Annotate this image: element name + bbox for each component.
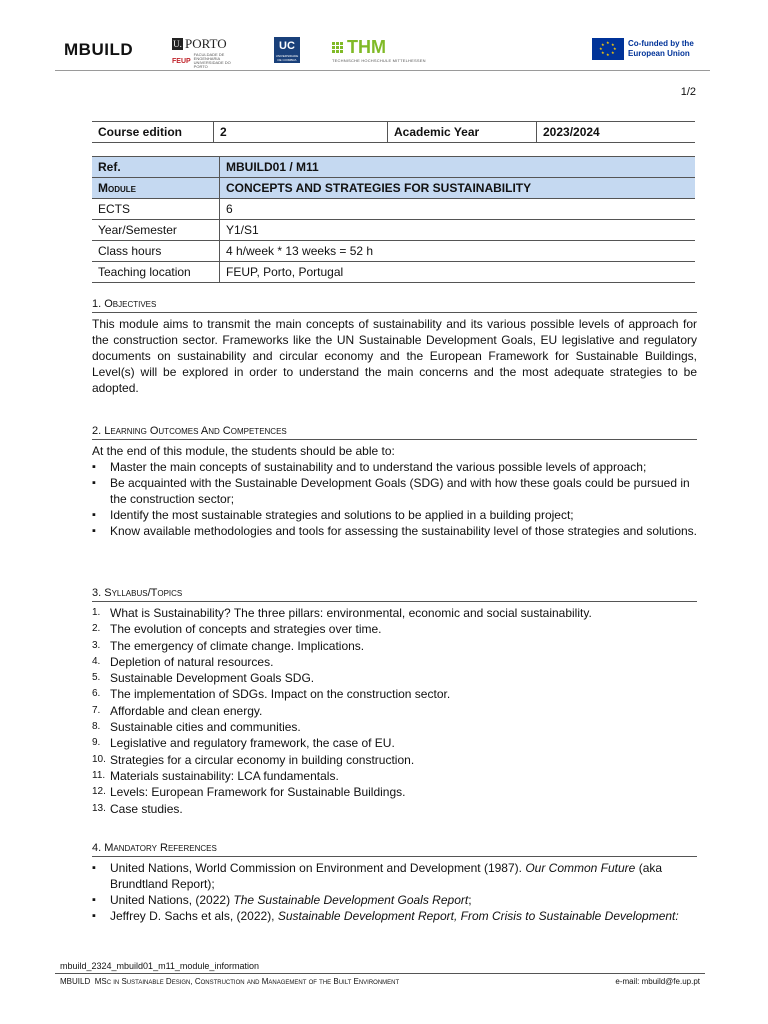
row-value: FEUP, Porto, Portugal: [220, 262, 696, 283]
list-item: 11. Materials sustainability: LCA fundamentals.: [92, 768, 339, 783]
ref-value: MBUILD01 / M11: [220, 157, 696, 178]
feup-text: FEUP: [172, 57, 191, 65]
row-label: Year/Semester: [92, 220, 220, 241]
list-item: 3. The emergency of climate change. Implications.: [92, 638, 365, 653]
outcomes-section: [92, 425, 697, 539]
mbuild-logo: MBUILD: [64, 40, 134, 59]
row-label: Teaching location: [92, 262, 220, 283]
uc-text: UC: [279, 40, 295, 52]
list-item: 6. The implementation of SDGs. Impact on the construction sector.: [92, 687, 451, 702]
uc-subtitle: UNIVERSIDADE DE COIMBRA: [275, 54, 299, 62]
footer-filename: mbuild_2324_mbuild01_m11_module_information: [60, 961, 259, 971]
course-edition-label: Course edition: [92, 122, 214, 143]
list-item: ▪ Identify the most sustainable strategies and solutions to be applied in a building project;: [92, 507, 697, 523]
uc-logo: [274, 37, 300, 63]
list-item: 1. What is Sustainability? The three pillars: environmental, economic and social sustainability.: [92, 606, 592, 620]
table-row: [92, 262, 695, 283]
row-value: Y1/S1: [220, 220, 696, 241]
row-label: Class hours: [92, 241, 220, 262]
outcomes-intro: At the end of this module, the students should be able to:: [92, 444, 395, 458]
ref-label: Ref.: [92, 157, 220, 178]
references-section: [92, 842, 697, 924]
module-info-table: [92, 156, 695, 283]
eu-cofunded-logo: [592, 38, 694, 60]
list-item: 8. Sustainable cities and communities.: [92, 720, 301, 735]
thm-dots-icon: [332, 42, 343, 53]
row-value: 6: [220, 199, 696, 220]
thm-text: THM: [347, 37, 386, 57]
syllabus-section: [92, 587, 697, 817]
thm-logo: [332, 38, 426, 63]
list-item: 5. Sustainable Development Goals SDG.: [92, 671, 315, 686]
syllabus-list: [92, 605, 697, 817]
academic-year-value: 2023/2024: [537, 122, 696, 143]
table-row: [92, 241, 695, 262]
uporto-feup-logo: [172, 36, 242, 69]
feup-subtitle: FACULDADE DE ENGENHARIA UNIVERSIDADE DO PORTO: [193, 52, 231, 69]
table-row: [92, 199, 695, 220]
list-item: 4. Depletion of natural resources.: [92, 654, 274, 669]
eu-text-line2: European Union: [628, 49, 690, 58]
header-divider: [55, 70, 710, 71]
table-row: [92, 157, 695, 178]
table-row: [92, 178, 695, 199]
list-item: ▪ Be acquainted with the Sustainable Development Goals (SDG) and with how these goals could be pursued in the construction sector;: [92, 475, 697, 507]
list-item: 12. Levels: European Framework for Sustainable Buildings.: [92, 785, 406, 800]
module-value: CONCEPTS AND STRATEGIES FOR SUSTAINABILITY: [220, 178, 696, 199]
course-edition-table: [92, 121, 695, 143]
references-list: [92, 860, 697, 924]
program-name: MSc in Sustainable Design, Construction and Management of the Built Environment: [94, 977, 400, 986]
table-row: [92, 220, 695, 241]
uporto-u-mark: U.: [173, 39, 182, 49]
footer-program: [60, 977, 399, 986]
section-heading: 1. Objectives: [92, 298, 697, 313]
list-item: 10. Strategies for a circular economy in building construction.: [92, 752, 415, 767]
footer-divider: [55, 973, 705, 974]
section-heading: 3. Syllabus/Topics: [92, 587, 697, 602]
thm-subtitle: TECHNISCHE HOCHSCHULE MITTELHESSEN: [332, 58, 426, 63]
list-item: 13. Case studies.: [92, 801, 183, 816]
list-item: ▪ United Nations, (2022) The Sustainable Development Goals Report;: [92, 892, 697, 908]
list-item: ▪ Know available methodologies and tools for assessing the sustainability level of those strategies and solutions.: [92, 523, 697, 539]
uporto-text: PORTO: [185, 36, 227, 51]
list-item: 2. The evolution of concepts and strategies over time.: [92, 622, 382, 637]
row-label: ECTS: [92, 199, 220, 220]
academic-year-label: Academic Year: [388, 122, 537, 143]
eu-text-line1: Co-funded by the: [628, 39, 694, 48]
page-header: [60, 34, 700, 70]
course-edition-value: 2: [214, 122, 388, 143]
table-row: [92, 122, 695, 143]
section-heading: 4. Mandatory References: [92, 842, 697, 857]
list-item: ▪ United Nations, World Commission on Environment and Development (1987). Our Common Future (aka Brundtland Report);: [92, 860, 697, 892]
objectives-section: [92, 298, 697, 396]
list-item: 9. Legislative and regulatory framework, the case of EU.: [92, 736, 395, 751]
list-item: ▪ Jeffrey D. Sachs et als, (2022), Sustainable Development Report, From Crisis to Sustainable Development:: [92, 908, 697, 924]
program-code: MBUILD: [60, 977, 91, 986]
list-item: ▪ Master the main concepts of sustainability and to understand the various possible levels of approach;: [92, 459, 697, 475]
row-value: 4 h/week * 13 weeks = 52 h: [220, 241, 696, 262]
footer-email: e-mail: mbuild@fe.up.pt: [615, 977, 700, 986]
list-item: 7. Affordable and clean energy.: [92, 703, 263, 718]
section-heading: 2. Learning Outcomes And Competences: [92, 425, 697, 440]
outcomes-list: [92, 459, 697, 539]
page-number: 1/2: [680, 86, 696, 98]
objectives-text: This module aims to transmit the main concepts of sustainability and its various possible levels of approach for the construction sector. Frameworks like the UN Sustainable Development Goals, EU legislative and regulatory documents on sustainability and circular economy and the European Framework for Sustainable Buildings, Level(s) will be explored in order to understand the main concerns and the most adequate strategies to be adopted.: [92, 317, 697, 395]
module-label: Module: [92, 178, 220, 199]
eu-flag-icon: ★ ★ ★ ★ ★ ★ ★ ★: [592, 38, 624, 60]
